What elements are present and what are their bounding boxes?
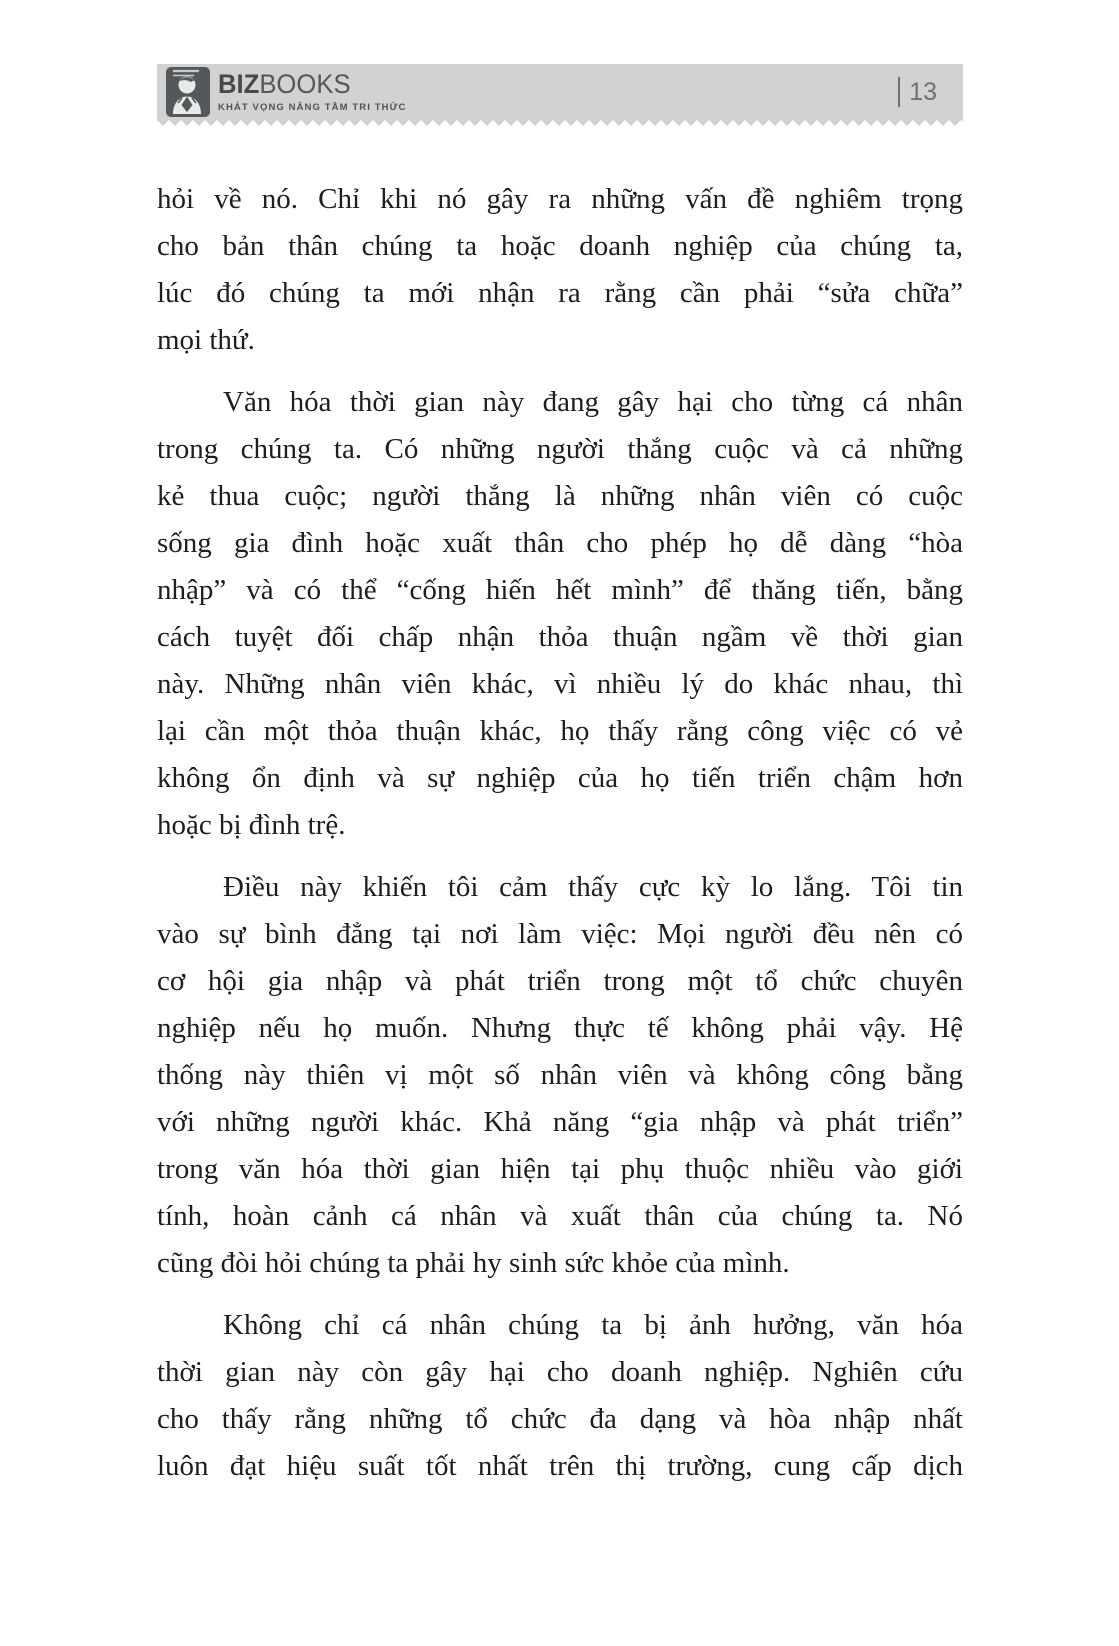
- paragraph: [157, 176, 963, 364]
- paragraph: [157, 864, 963, 1287]
- text-line: cho bản thân chúng ta hoặc doanh nghiệp của chúng ta,: [157, 230, 963, 262]
- text-line: vào sự bình đẳng tại nơi làm việc: Mọi người đều nên có: [157, 918, 963, 950]
- page-number-divider: [898, 77, 900, 107]
- brand-name-biz: BIZ: [218, 69, 260, 99]
- page-number-value: 13: [909, 77, 937, 106]
- text-line: Điều này khiến tôi cảm thấy cực kỳ lo lắng. Tôi tin: [223, 871, 963, 903]
- brand-name-books: BOOKS: [259, 69, 351, 99]
- text-line: lại cần một thỏa thuận khác, họ thấy rằng công việc có vẻ: [157, 715, 963, 747]
- text-line: luôn đạt hiệu suất tốt nhất trên thị trường, cung cấp dịch: [157, 1450, 963, 1482]
- text-line: lúc đó chúng ta mới nhận ra rằng cần phải “sửa chữa”: [157, 277, 963, 309]
- page-text: [157, 176, 963, 1490]
- text-line: hoặc bị đình trệ.: [157, 809, 346, 841]
- text-line: cơ hội gia nhập và phát triển trong một tổ chức chuyên: [157, 965, 963, 997]
- text-line: với những người khác. Khả năng “gia nhập và phát triển”: [157, 1106, 963, 1138]
- text-line: Không chỉ cá nhân chúng ta bị ảnh hưởng, văn hóa: [223, 1309, 963, 1341]
- text-line: trong chúng ta. Có những người thắng cuộc và cả những: [157, 433, 963, 465]
- paragraph: [157, 1302, 963, 1490]
- text-line: nghiệp nếu họ muốn. Nhưng thực tế không phải vậy. Hệ: [157, 1012, 963, 1044]
- text-line: trong văn hóa thời gian hiện tại phụ thuộc nhiều vào giới: [157, 1153, 963, 1185]
- paragraph: [157, 379, 963, 849]
- text-line: tính, hoàn cảnh cá nhân và xuất thân của chúng ta. Nó: [157, 1200, 963, 1232]
- publisher-brand: [166, 67, 407, 117]
- bizbooks-logo-icon: [166, 67, 210, 117]
- text-line: hỏi về nó. Chỉ khi nó gây ra những vấn đề nghiêm trọng: [157, 183, 963, 215]
- text-line: cho thấy rằng những tổ chức đa dạng và hòa nhập nhất: [157, 1403, 963, 1435]
- text-line: kẻ thua cuộc; người thắng là những nhân viên có cuộc: [157, 480, 963, 512]
- text-line: không ổn định và sự nghiệp của họ tiến triển chậm hơn: [157, 762, 963, 794]
- brand-text: [218, 71, 407, 113]
- text-line: này. Những nhân viên khác, vì nhiều lý do khác nhau, thì: [157, 668, 963, 700]
- brand-tagline: KHÁT VỌNG NÂNG TẦM TRI THỨC: [218, 102, 407, 113]
- text-line: thời gian này còn gây hại cho doanh nghiệp. Nghiên cứu: [157, 1356, 963, 1388]
- text-line: Văn hóa thời gian này đang gây hại cho từng cá nhân: [223, 386, 963, 418]
- text-line: nhập” và có thể “cống hiến hết mình” để thăng tiến, bằng: [157, 574, 963, 606]
- text-line: cũng đòi hỏi chúng ta phải hy sinh sức khỏe của mình.: [157, 1247, 790, 1279]
- perforation-edge: [157, 120, 963, 126]
- page-number: [898, 77, 937, 107]
- text-line: sống gia đình hoặc xuất thân cho phép họ dễ dàng “hòa: [157, 527, 963, 559]
- text-line: mọi thứ.: [157, 324, 255, 356]
- page-header: [157, 64, 963, 120]
- brand-name: [218, 71, 397, 98]
- text-line: thống này thiên vị một số nhân viên và không công bằng: [157, 1059, 963, 1091]
- text-line: cách tuyệt đối chấp nhận thỏa thuận ngầm về thời gian: [157, 621, 963, 653]
